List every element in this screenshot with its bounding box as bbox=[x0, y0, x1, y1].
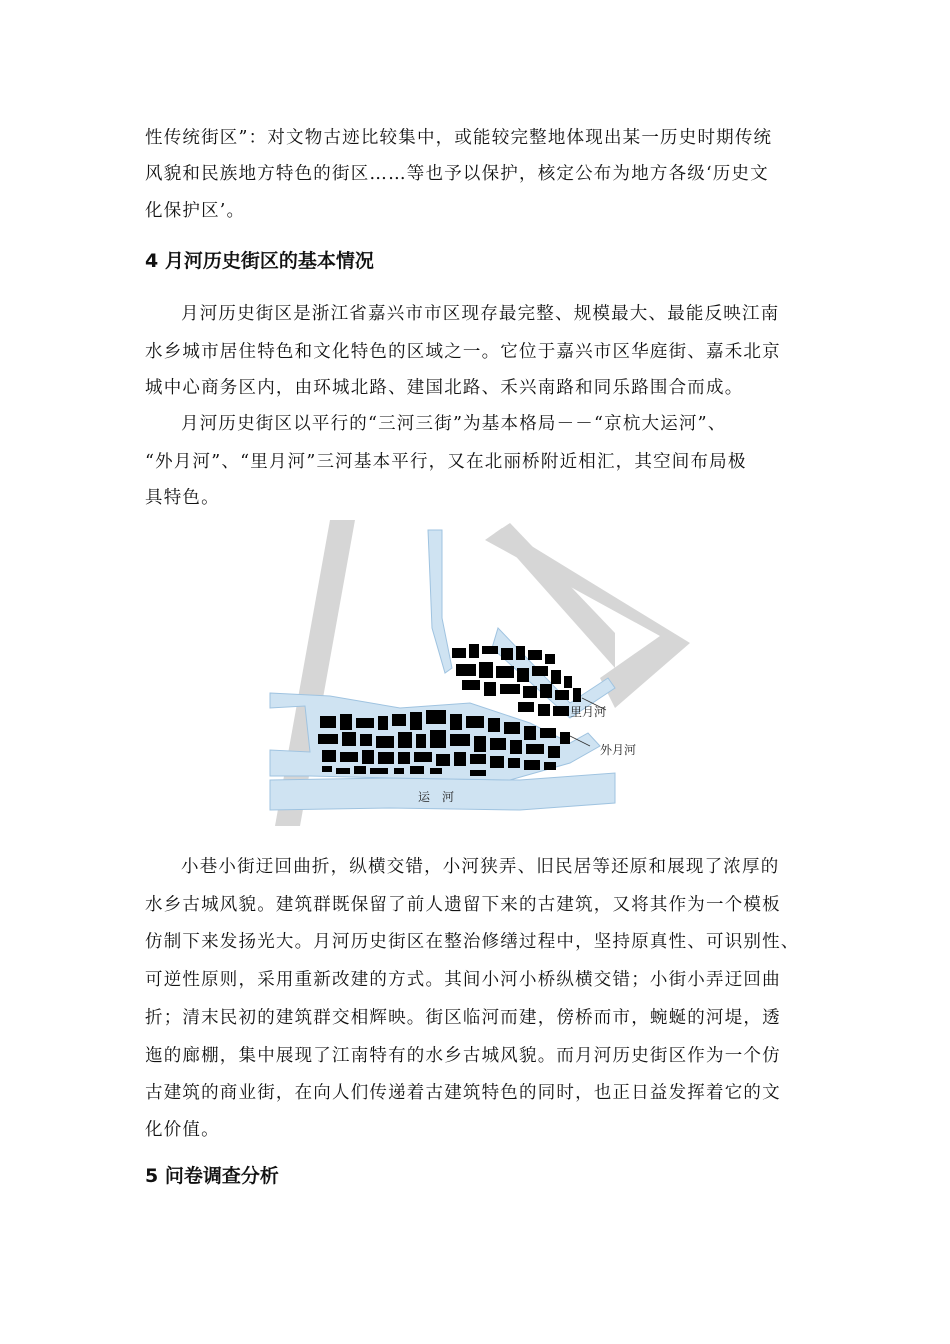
paragraph-line: 月河历史街区是浙江省嘉兴市市区现存最完整、规模最大、最能反映江南 bbox=[181, 304, 780, 324]
building-block bbox=[523, 686, 537, 698]
paragraph-line: 水乡城市居住特色和文化特色的区域之一。它位于嘉兴市区华庭街、嘉禾北京 bbox=[145, 342, 781, 362]
building-block bbox=[378, 716, 388, 730]
building-block bbox=[370, 768, 388, 774]
building-block bbox=[426, 710, 446, 724]
building-block bbox=[354, 766, 366, 774]
building-block bbox=[450, 714, 462, 730]
paragraph-line: 小巷小街迂回曲折，纵横交错，小河狭弄、旧民居等还原和展现了浓厚的 bbox=[181, 857, 780, 877]
building-block bbox=[362, 750, 374, 764]
building-block bbox=[430, 768, 442, 774]
inner-yue-river bbox=[428, 530, 452, 673]
building-block bbox=[490, 756, 504, 768]
building-block bbox=[555, 690, 569, 700]
building-block bbox=[430, 730, 446, 748]
building-block bbox=[322, 766, 332, 772]
building-block bbox=[479, 662, 493, 678]
intro-line: 性传统街区”：对文物古迹比较集中，或能较完整地体现出某一历史时期传统 bbox=[145, 128, 773, 148]
building-block bbox=[466, 716, 484, 728]
section-5-heading: 5 问卷调查分析 bbox=[145, 1165, 279, 1187]
building-block bbox=[564, 676, 572, 688]
building-block bbox=[452, 648, 466, 658]
building-block bbox=[504, 722, 520, 734]
building-block bbox=[544, 762, 556, 770]
building-block bbox=[526, 744, 544, 754]
label-grand-canal: 运 河 bbox=[418, 790, 455, 804]
building-block bbox=[560, 732, 570, 744]
building-block bbox=[540, 728, 556, 738]
paragraph-line: 仿制下来发扬光大。月河历史街区在整治修缮过程中，坚持原真性、可识别性、 bbox=[145, 932, 800, 952]
paragraph-line: 城中心商务区内，由环城北路、建国北路、禾兴南路和同乐路围合而成。 bbox=[145, 378, 744, 398]
building-block bbox=[398, 752, 410, 764]
building-block bbox=[356, 718, 374, 728]
paragraph-line: 可逆性原则，采用重新改建的方式。其间小河小桥纵横交错；小街小弄迂回曲 bbox=[145, 970, 781, 990]
label-outer-yue-river: 外月河 bbox=[599, 743, 636, 757]
building-block bbox=[516, 646, 525, 660]
building-block bbox=[342, 732, 356, 746]
section-4-heading: 4 月河历史街区的基本情况 bbox=[145, 250, 374, 272]
building-block bbox=[454, 752, 466, 766]
paragraph-line: “外月河”、“里月河”三河基本平行，又在北丽桥附近相汇，其空间布局极 bbox=[145, 452, 747, 472]
building-block bbox=[524, 760, 540, 770]
building-block bbox=[436, 754, 450, 766]
intro-line: 化保护区’。 bbox=[145, 201, 246, 221]
building-block bbox=[553, 706, 569, 716]
building-block bbox=[484, 682, 496, 696]
building-block bbox=[545, 654, 555, 664]
building-block bbox=[462, 680, 480, 690]
paragraph-line: 迤的廊棚，集中展现了江南特有的水乡古城风貌。而月河历史街区作为一个仿 bbox=[145, 1046, 781, 1066]
building-block bbox=[410, 766, 424, 774]
building-block bbox=[392, 714, 406, 726]
building-block bbox=[318, 734, 338, 744]
paragraph-line: 月河历史街区以平行的“三河三街”为基本格局－－“京杭大运河”、 bbox=[181, 414, 727, 434]
paragraph-line: 折；清末民初的建筑群交相辉映。街区临河而建，傍桥而市，蜿蜒的河堤，透 bbox=[145, 1008, 781, 1028]
building-block bbox=[414, 752, 432, 762]
building-block bbox=[322, 750, 336, 762]
building-block bbox=[474, 736, 486, 752]
building-block bbox=[490, 738, 506, 750]
paragraph-line: 水乡古城风貌。建筑群既保留了前人遗留下来的古建筑，又将其作为一个模板 bbox=[145, 895, 781, 915]
building-block bbox=[410, 712, 422, 730]
building-block bbox=[508, 758, 520, 768]
label-inner-yue-river: 里月河 bbox=[569, 705, 606, 719]
building-block bbox=[518, 702, 534, 712]
building-block bbox=[378, 752, 394, 764]
building-block bbox=[510, 740, 522, 754]
building-block bbox=[532, 666, 548, 676]
building-block bbox=[573, 688, 581, 702]
building-block bbox=[501, 648, 513, 660]
building-block bbox=[528, 650, 542, 660]
building-block bbox=[336, 768, 350, 774]
building-block bbox=[360, 734, 372, 746]
building-block bbox=[450, 734, 470, 746]
building-block bbox=[551, 670, 561, 684]
building-block bbox=[470, 754, 486, 764]
building-block bbox=[496, 666, 514, 678]
building-block bbox=[482, 646, 498, 654]
building-block bbox=[394, 768, 404, 774]
paragraph-line: 古建筑的商业街，在向人们传递着古建筑特色的同时，也正日益发挥着它的文 bbox=[145, 1083, 781, 1103]
building-block bbox=[548, 746, 560, 758]
building-block bbox=[416, 734, 426, 748]
building-block bbox=[517, 668, 529, 682]
building-block bbox=[500, 684, 520, 694]
building-block bbox=[320, 716, 336, 728]
building-block bbox=[456, 664, 476, 676]
building-block bbox=[524, 726, 536, 740]
building-block bbox=[540, 684, 552, 698]
paragraph-line: 具特色。 bbox=[145, 488, 220, 508]
intro-line: 风貌和民族地方特色的街区……等也予以保护，核定公布为地方各级‘历史文 bbox=[145, 164, 769, 184]
paragraph-line: 化价值。 bbox=[145, 1120, 220, 1140]
building-block bbox=[469, 644, 479, 658]
building-block bbox=[376, 736, 394, 748]
building-block bbox=[538, 704, 550, 716]
building-block bbox=[398, 732, 412, 748]
building-block bbox=[470, 770, 486, 776]
building-block bbox=[340, 714, 352, 730]
building-block bbox=[340, 752, 358, 762]
yuehe-district-map bbox=[270, 518, 636, 826]
building-block bbox=[488, 718, 500, 732]
